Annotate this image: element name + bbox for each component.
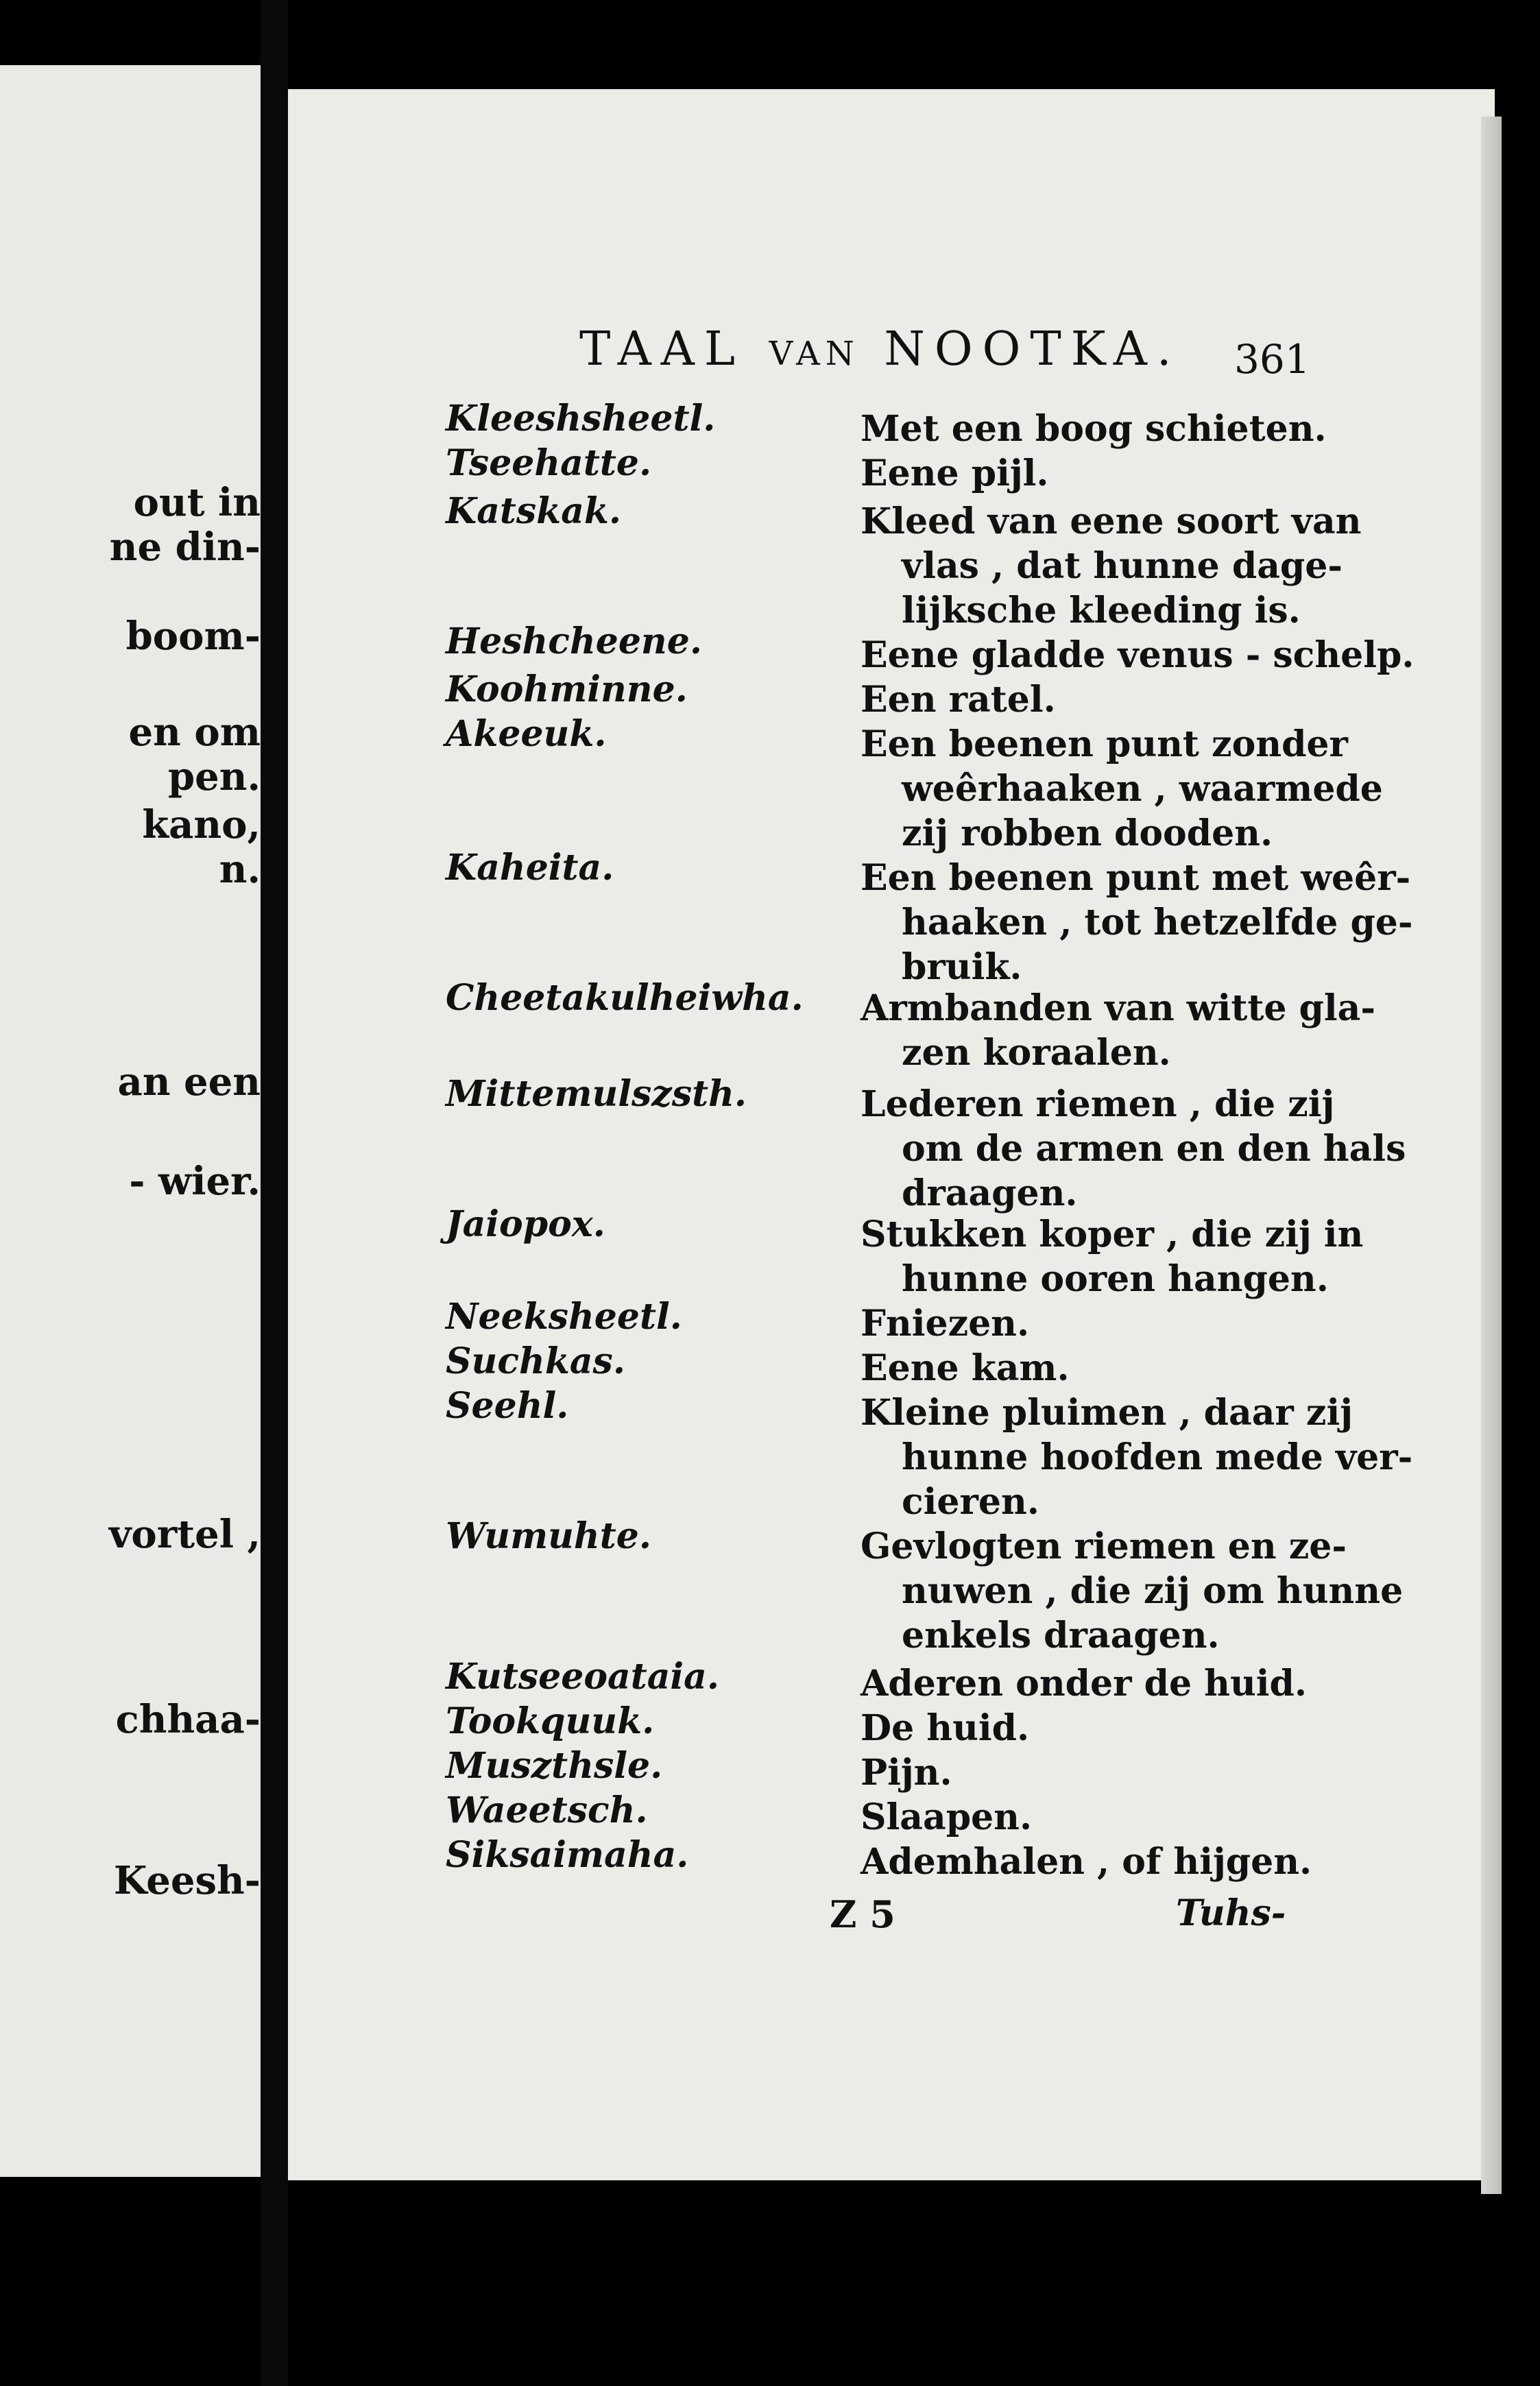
entry-term: Siksaimaha. (446, 1834, 689, 1876)
entry-definition-line: nuwen , die zij om hunne (902, 1570, 1404, 1612)
entry-term: Kutseeoataia. (446, 1656, 719, 1698)
left-page-line: kano, (142, 802, 261, 847)
entry-term: Suchkas. (446, 1340, 625, 1382)
entry-term: Mittemulszsth. (446, 1073, 747, 1115)
entry-definition-line: Fniezen. (861, 1303, 1030, 1345)
left-page-line: chhaa- (115, 1697, 261, 1742)
entry-definition-line: haaken , tot hetzelfde ge- (902, 902, 1413, 943)
page-number: 361 (1234, 336, 1310, 383)
entry-definition-line: Aderen onder de huid. (861, 1663, 1307, 1704)
book-gutter (261, 0, 288, 2386)
left-page-line: Keesh- (113, 1858, 261, 1903)
entry-term: Heshcheene. (446, 620, 702, 662)
entry-definition-line: cieren. (902, 1481, 1039, 1523)
entry-definition-line: Ademhalen , of hijgen. (861, 1841, 1312, 1883)
entry-term: Jaiopox. (446, 1203, 605, 1245)
entry-term: Tseehatte. (446, 442, 652, 484)
entry-definition-line: Stukken koper , die zij in (861, 1214, 1364, 1255)
page-edge (1481, 117, 1502, 2194)
left-page-line: pen. (168, 754, 261, 799)
entry-definition-line: De huid. (861, 1707, 1030, 1749)
entry-definition-line: Eene kam. (861, 1347, 1070, 1389)
left-page-fragment (0, 65, 261, 2177)
entry-definition-line: om de armen en den hals (902, 1128, 1406, 1170)
entry-definition-line: Eene gladde venus - schelp. (861, 634, 1415, 676)
header-taal: TAAL (579, 322, 745, 376)
entry-definition-line: Met een boog schieten. (861, 408, 1327, 450)
entry-definition-line: Pijn. (861, 1752, 952, 1794)
left-page-line: en om (128, 710, 261, 755)
entry-term: Muszthsle. (446, 1745, 663, 1787)
left-page-line: an een (117, 1059, 261, 1105)
entry-term: Akeeuk. (446, 713, 607, 755)
left-page-line: - wier. (129, 1159, 261, 1204)
entry-term: Kleeshsheetl. (446, 398, 716, 439)
entry-term: Seehl. (446, 1385, 569, 1427)
entry-definition-line: zen koraalen. (902, 1032, 1171, 1074)
signature-mark: Z 5 (830, 1892, 895, 1936)
entry-definition-line: hunne ooren hangen. (902, 1258, 1329, 1300)
running-header (579, 322, 1181, 376)
entry-definition-line: Slaapen. (861, 1796, 1033, 1838)
left-page-line: n. (219, 847, 261, 892)
entry-term: Kaheita. (446, 847, 614, 889)
left-page-line: out in (133, 480, 261, 525)
entry-term: Tookquuk. (446, 1700, 655, 1742)
entry-definition-line: lijksche kleeding is. (902, 590, 1301, 631)
entry-definition-line: hunne hoofden mede ver- (902, 1436, 1413, 1478)
entry-term: Cheetakulheiwha. (446, 977, 804, 1019)
entry-definition-line: Armbanden van witte gla- (861, 987, 1375, 1029)
entry-definition-line: Een ratel. (861, 679, 1056, 721)
header-nootka: NOOTKA. (884, 322, 1181, 376)
left-page-line: boom- (125, 614, 261, 659)
entry-term: Wumuhte. (446, 1515, 651, 1557)
entry-definition-line: Gevlogten riemen en ze- (861, 1526, 1347, 1567)
catchword: Tuhs- (1176, 1892, 1286, 1934)
entry-definition-line: Kleed van eene soort van (861, 501, 1362, 542)
left-page-line: vortel , (108, 1512, 261, 1557)
entry-term: Waeetsch. (446, 1789, 648, 1831)
entry-definition-line: weêrhaaken , waarmede (902, 768, 1383, 810)
left-page-line: ne din- (109, 525, 261, 570)
entry-term: Koohminne. (446, 668, 688, 710)
entry-definition-line: vlas , dat hunne dage- (902, 545, 1343, 587)
entry-definition-line: Kleine pluimen , daar zij (861, 1392, 1353, 1434)
entry-definition-line: zij robben dooden. (902, 812, 1273, 854)
header-van: VAN (769, 335, 860, 373)
entry-definition-line: draagen. (902, 1172, 1078, 1214)
entry-term: Neeksheetl. (446, 1296, 682, 1338)
entry-definition-line: Eene pijl. (861, 453, 1049, 494)
entry-definition-line: enkels draagen. (902, 1615, 1220, 1656)
entry-term: Katskak. (446, 490, 622, 532)
entry-definition-line: bruik. (902, 946, 1022, 988)
entry-definition-line: Lederen riemen , die zij (861, 1083, 1335, 1125)
entry-definition-line: Een beenen punt zonder (861, 723, 1348, 765)
entry-definition-line: Een beenen punt met weêr- (861, 857, 1411, 899)
